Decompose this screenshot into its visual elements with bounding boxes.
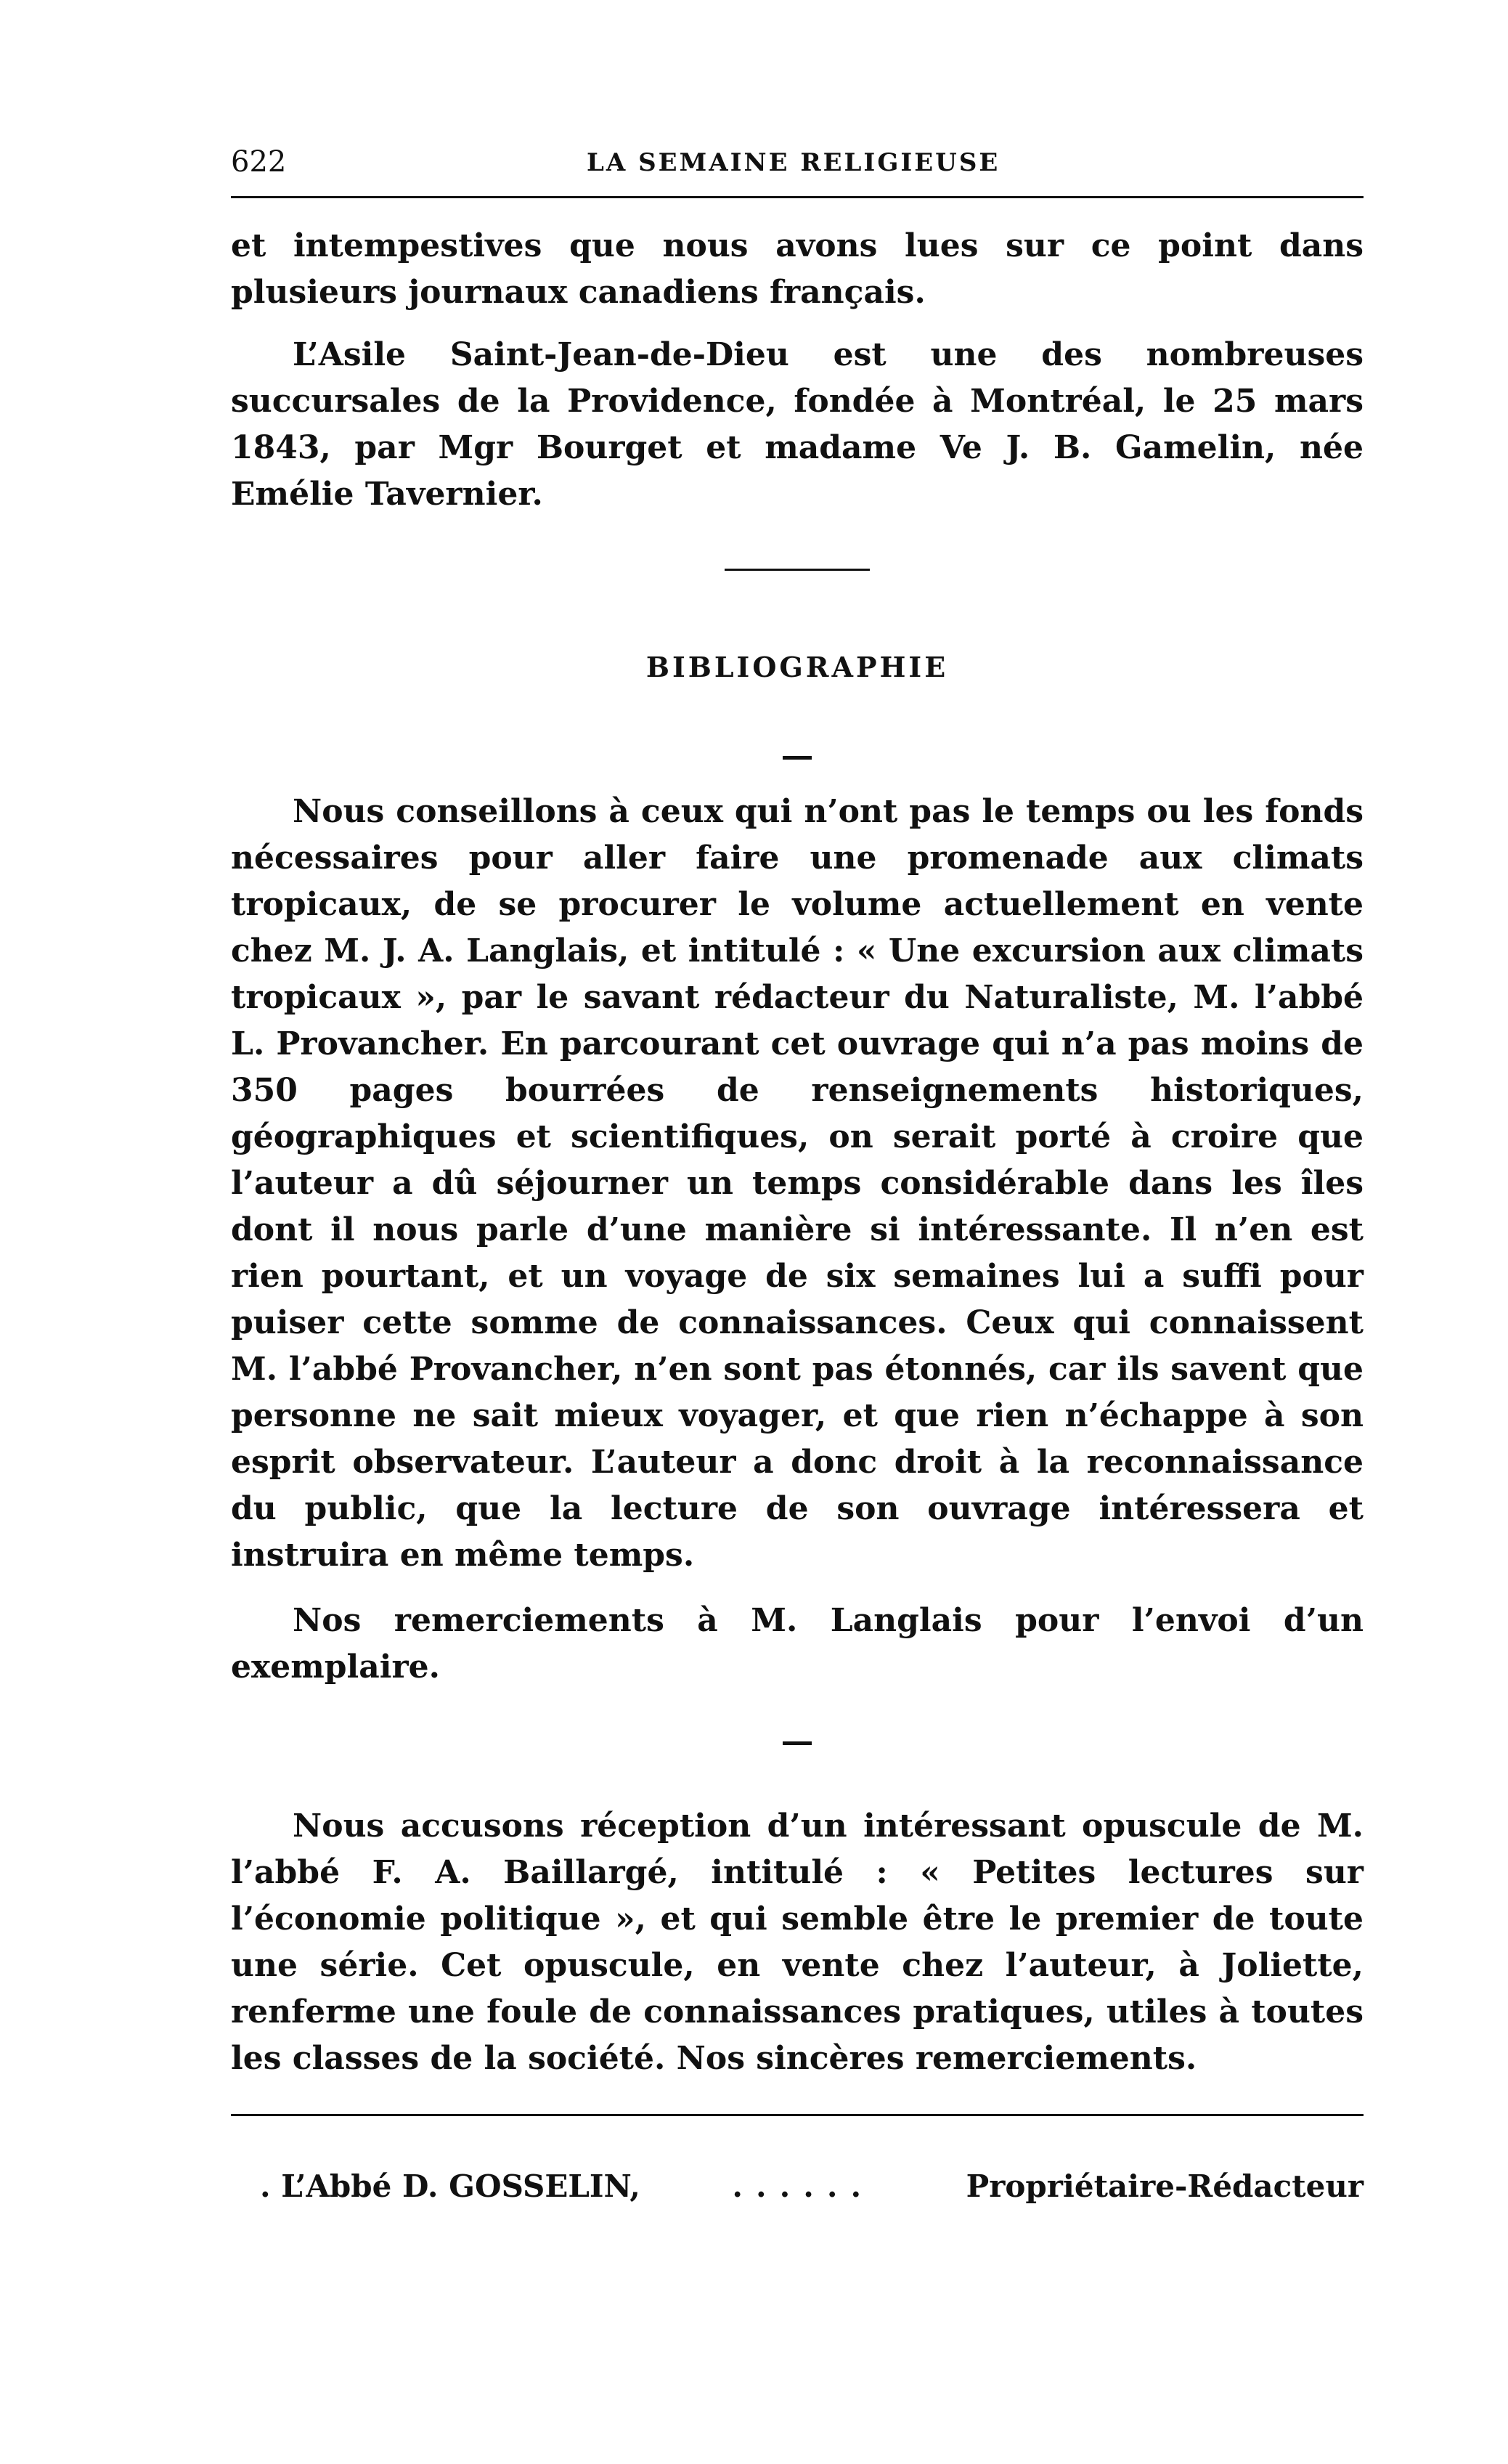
paragraph-opuscule: Nous accusons réception d’un intéressant opuscule de M. l’abbé F. A. Baillargé, intitulé : « Petites lectures sur l’économie politique », et qui semble être le premier de toute une série. Cet opuscule, en vente chez l’auteur, à Joliette, renferme une foule de connaissances pratiques, utiles à toutes les classes de la société. Nos sincères remerciements.: [231, 1808, 1364, 2077]
signature-line: [231, 2168, 1364, 2204]
author-name: . L’Abbé D. GOSSELIN,: [260, 2168, 640, 2204]
page-header: [231, 145, 1364, 196]
paragraph-review: Nous conseillons à ceux qui n’ont pas le temps ou les fonds nécessaires pour aller faire une promenade aux climats tropicaux, de se procurer le volume actuellement en vente chez M. J. A. Langlais, et intitulé : « Une excursion aux climats tropicaux », par le savant rédacteur du Naturaliste, M. l’abbé L. Provancher. En parcourant cet ouvrage qui n’a pas moins de 350 pages bourrées de renseignements historiques, géographiques et scientifiques, on serait porté à croire que l’auteur a dû séjourner un temps considérable dans les îles dont il nous parle d’une manière si intéressante. Il n’en est rien pourtant, et un voyage de six semaines lui a suffi pour puiser cette somme de connaissances. Ceux qui connaissent M. l’abbé Provancher, n’en sont pas étonnés, car ils savent que personne ne sait mieux voyager, et que rien n’échappe à son esprit observateur. L’auteur a donc droit à la reconnaissance du public, que la lecture de son ouvrage intéressera et instruira en même temps.: [231, 793, 1364, 1574]
page: [231, 145, 1364, 2204]
paragraph-asile: L’Asile Saint-Jean-de-Dieu est une des nombreuses succursales de la Providence, fondée à Montréal, le 25 mars 1843, par Mgr Bourget et madame Ve J. B. Gamelin, née Emélie Tavernier.: [231, 336, 1364, 513]
section-title: BIBLIOGRAPHIE: [645, 651, 949, 683]
author-role: Propriétaire-Rédacteur: [966, 2168, 1364, 2204]
paragraph-continuation: et intempestives que nous avons lues sur ce point dans plusieurs journaux canadiens français.: [231, 227, 1364, 311]
running-title: LA SEMAINE RELIGIEUSE: [587, 148, 1000, 177]
paragraph-thanks: Nos remerciements à M. Langlais pour l’envoi d’un exemplaire.: [231, 1602, 1364, 1686]
page-number: 622: [231, 145, 287, 179]
leader-dots: ......: [732, 2168, 875, 2204]
